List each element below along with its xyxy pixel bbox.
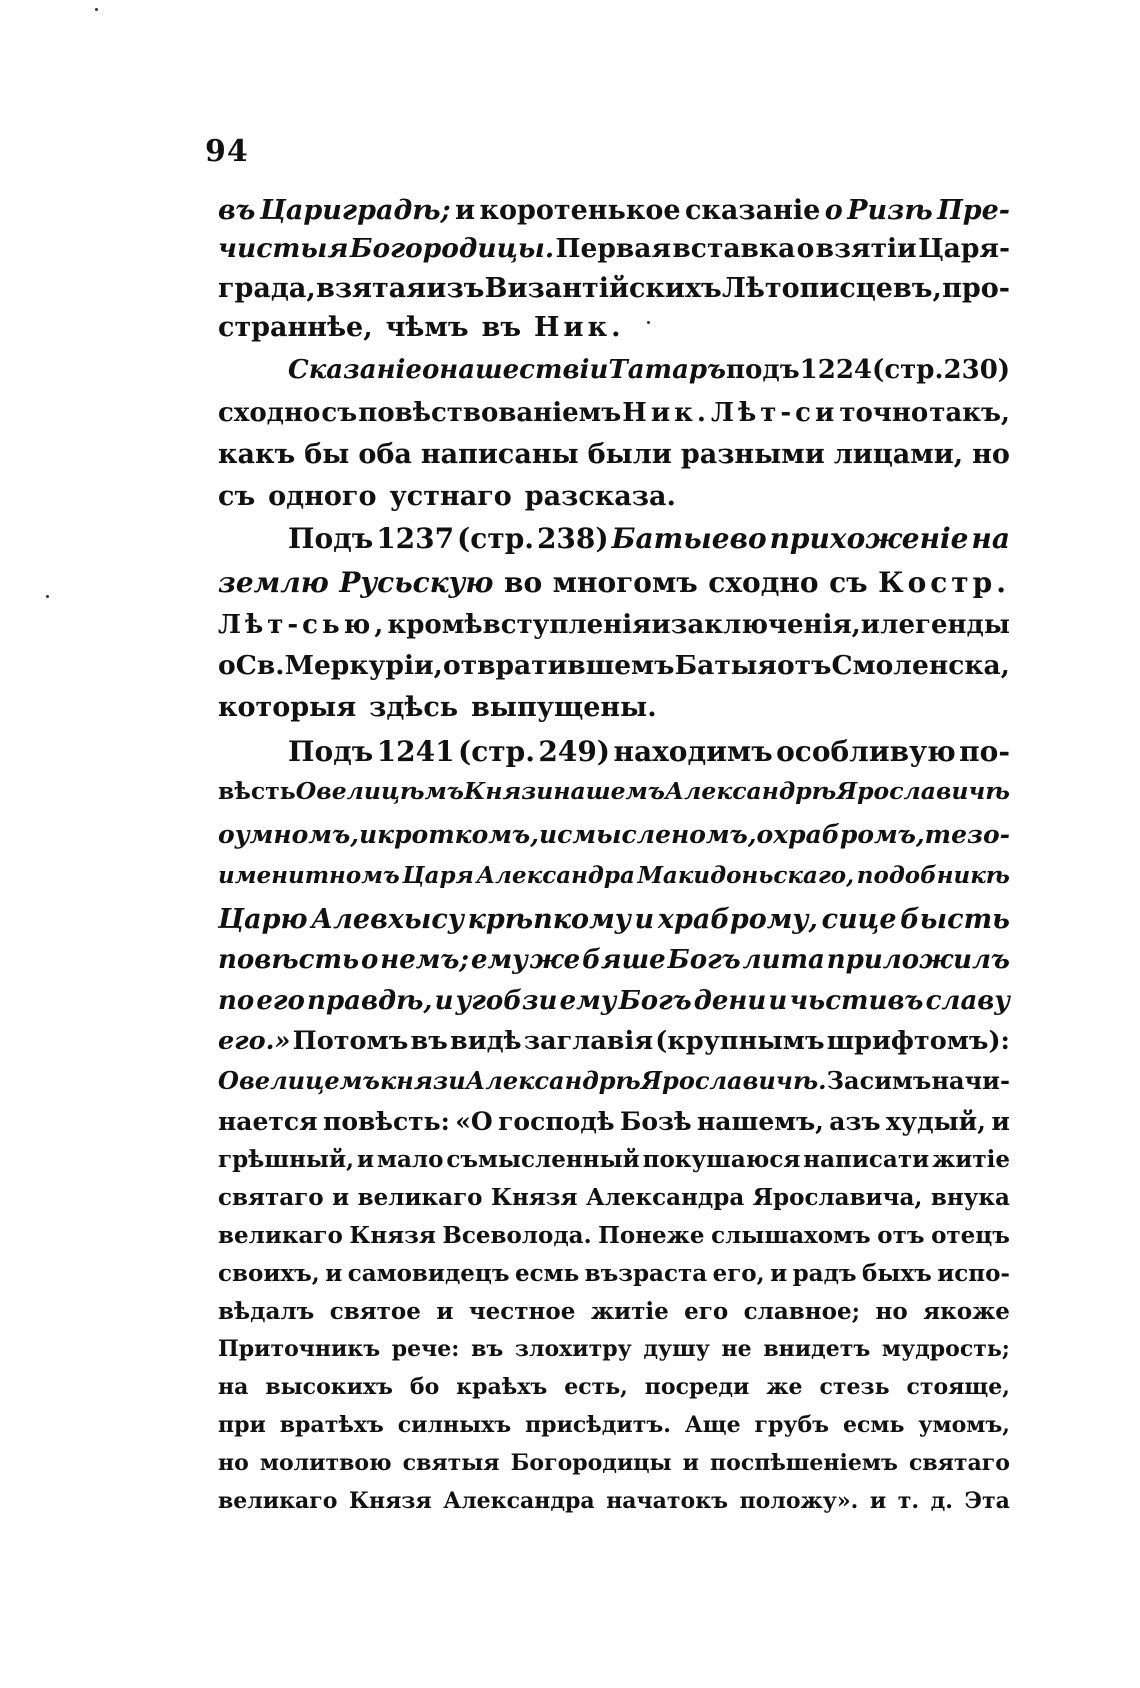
word: нашествіи bbox=[439, 355, 609, 385]
word: но bbox=[972, 439, 1010, 470]
word: подобникѣ bbox=[856, 862, 1010, 889]
word: Александра bbox=[476, 862, 635, 889]
word: есмь bbox=[843, 1412, 905, 1438]
word: и bbox=[682, 1450, 699, 1476]
word: взятая bbox=[316, 273, 427, 304]
scan-speck bbox=[46, 595, 49, 598]
word: худый, bbox=[886, 1107, 986, 1136]
word: которыя bbox=[218, 692, 357, 723]
word: повѣсть: bbox=[323, 1107, 450, 1136]
word: вступленія bbox=[482, 610, 652, 640]
text-line bbox=[218, 1224, 1010, 1247]
word: грѣшный, bbox=[218, 1146, 355, 1173]
word: чѣмъ bbox=[385, 312, 469, 343]
word: быхъ bbox=[861, 1260, 932, 1287]
word: есмь bbox=[515, 1260, 580, 1287]
word: повѣсть bbox=[218, 945, 360, 975]
word: Татаръ bbox=[608, 355, 726, 385]
word: Богородицы bbox=[510, 1450, 672, 1476]
word: храброму, bbox=[657, 904, 818, 935]
word: и bbox=[325, 1260, 343, 1287]
word: Св. bbox=[235, 650, 285, 681]
word: особливую bbox=[776, 735, 956, 768]
word: и bbox=[651, 610, 671, 640]
word: възраста bbox=[584, 1260, 708, 1287]
word: Бозѣ bbox=[619, 1107, 692, 1136]
word: Костр. bbox=[878, 566, 1010, 599]
word: велицемъ bbox=[239, 1066, 380, 1095]
text-line bbox=[218, 777, 1010, 805]
word: Подъ bbox=[288, 522, 374, 555]
word: точно bbox=[839, 398, 929, 428]
word: немъ; bbox=[380, 945, 470, 975]
word: присѣдитъ. bbox=[525, 1412, 671, 1438]
word: шрифтомъ): bbox=[826, 1026, 1010, 1056]
word: Меркуріи, bbox=[284, 650, 443, 681]
word: сходно bbox=[708, 566, 819, 599]
text-line bbox=[218, 1452, 1010, 1474]
word: и bbox=[634, 904, 655, 935]
word: покушаюся bbox=[642, 1146, 801, 1173]
word: правдѣ, bbox=[307, 986, 433, 1016]
word: Ник. bbox=[534, 312, 625, 343]
word: повѣствованіемъ bbox=[358, 398, 622, 428]
word: умномъ, bbox=[234, 820, 359, 849]
word: душу bbox=[643, 1336, 710, 1362]
word: отвратившемъ bbox=[443, 650, 675, 681]
text-line bbox=[218, 822, 1010, 847]
word: Богъ bbox=[618, 986, 692, 1016]
word: лита bbox=[742, 945, 825, 975]
word: во bbox=[503, 566, 543, 599]
word: 1237 bbox=[376, 522, 455, 555]
word: Александрѣ bbox=[665, 777, 837, 805]
word: мало bbox=[376, 1146, 444, 1173]
word: на bbox=[971, 522, 1010, 555]
word: самовидецъ bbox=[347, 1260, 510, 1287]
word: Аще bbox=[684, 1412, 741, 1438]
word: и bbox=[770, 1260, 788, 1287]
word: Батыя bbox=[674, 650, 777, 681]
word: Эта bbox=[964, 1488, 1010, 1514]
word: подъ bbox=[726, 355, 800, 385]
word: приложилъ bbox=[826, 945, 1010, 975]
word: такъ, bbox=[929, 398, 1010, 428]
text-line bbox=[218, 441, 1010, 468]
word: въ bbox=[481, 312, 522, 343]
word: про- bbox=[942, 273, 1010, 304]
word: находимъ bbox=[613, 735, 773, 768]
word: и bbox=[860, 610, 881, 640]
word: великаго bbox=[218, 1488, 338, 1514]
word: сходно bbox=[218, 398, 321, 428]
word: о bbox=[756, 820, 774, 849]
word: злохитру bbox=[514, 1336, 632, 1362]
word: Ярославича, bbox=[752, 1184, 923, 1211]
word: (крупнымъ bbox=[655, 1026, 825, 1056]
word: крѣпкому bbox=[467, 904, 631, 935]
word: въ bbox=[471, 1336, 504, 1362]
text-line bbox=[288, 357, 1010, 383]
word: внука bbox=[930, 1184, 1010, 1211]
word: взятіи bbox=[815, 233, 917, 264]
text-line bbox=[218, 1109, 1010, 1134]
word: ему bbox=[470, 945, 528, 975]
scan-speck bbox=[95, 8, 98, 11]
word: своихъ, bbox=[218, 1260, 320, 1287]
word: велицѣмъ bbox=[316, 777, 464, 805]
text-line bbox=[218, 906, 1010, 933]
word: вѣдалъ bbox=[218, 1298, 315, 1325]
word: и bbox=[356, 1146, 375, 1173]
word: славное; bbox=[743, 1298, 861, 1325]
word: вѣсть bbox=[218, 777, 296, 805]
word: Князи bbox=[464, 777, 554, 805]
word: разсказа. bbox=[524, 481, 676, 512]
word: отъ bbox=[877, 1222, 925, 1249]
word: симъ bbox=[859, 1066, 932, 1095]
word: слышахомъ bbox=[711, 1222, 871, 1249]
word: Царя- bbox=[918, 233, 1010, 264]
word: видѣ bbox=[450, 1026, 522, 1056]
word: Лѣт-сью, bbox=[218, 610, 388, 640]
word: святаго bbox=[908, 1450, 1010, 1476]
word: его bbox=[256, 986, 305, 1016]
word: заглавія bbox=[523, 1026, 654, 1056]
word: при bbox=[218, 1412, 266, 1438]
word: Царя bbox=[402, 862, 474, 889]
text-line bbox=[218, 1026, 1010, 1056]
word: здѣсь bbox=[369, 692, 459, 723]
word: краѣхъ bbox=[456, 1374, 548, 1400]
word: святаго bbox=[218, 1184, 324, 1211]
word: «О bbox=[455, 1107, 493, 1136]
word: Пре- bbox=[937, 195, 1010, 226]
word: Александрѣ bbox=[465, 1066, 641, 1095]
word: умомъ, bbox=[918, 1412, 1010, 1438]
word: вратѣхъ bbox=[279, 1412, 384, 1438]
word: угобзи bbox=[455, 986, 558, 1016]
word: внидетъ bbox=[763, 1336, 871, 1362]
word: бы bbox=[304, 439, 350, 470]
word: съ bbox=[218, 481, 256, 512]
word: бысть bbox=[900, 904, 1010, 935]
word: рече: bbox=[391, 1336, 460, 1362]
word: начатокъ bbox=[606, 1488, 728, 1514]
word: Русьскую bbox=[339, 566, 494, 599]
word: посреди bbox=[644, 1374, 750, 1400]
word: о bbox=[796, 233, 815, 264]
word: коротенькое bbox=[479, 195, 681, 226]
word: есть, bbox=[564, 1374, 628, 1400]
word: изъ bbox=[426, 273, 485, 304]
word: т. bbox=[897, 1488, 920, 1514]
word: одного bbox=[268, 481, 377, 512]
word: написати bbox=[803, 1146, 930, 1173]
text-line bbox=[218, 400, 1010, 426]
word: прихоженіе bbox=[769, 522, 969, 555]
word: но bbox=[875, 1298, 908, 1325]
word: О bbox=[218, 1066, 239, 1095]
word: о bbox=[361, 945, 379, 975]
word: кромѣ bbox=[387, 610, 483, 640]
word: и bbox=[869, 1488, 887, 1514]
word: и bbox=[436, 1298, 454, 1325]
word: и bbox=[434, 986, 454, 1016]
word: О bbox=[295, 777, 317, 805]
word: о bbox=[218, 820, 235, 849]
word: вставка bbox=[672, 233, 796, 264]
word: и bbox=[358, 820, 378, 849]
word: Царю bbox=[218, 904, 308, 935]
word: азъ bbox=[829, 1107, 881, 1136]
word: въ bbox=[218, 195, 256, 226]
text-line bbox=[218, 1376, 1010, 1398]
word: Ярославичѣ. bbox=[640, 1066, 827, 1095]
word: съ bbox=[829, 566, 868, 599]
text-line bbox=[218, 947, 1010, 973]
word: Князя bbox=[491, 1184, 578, 1211]
text-line bbox=[218, 483, 1010, 510]
word: его.» bbox=[218, 1026, 291, 1056]
word: Ник. bbox=[622, 398, 710, 428]
word: по bbox=[218, 986, 255, 1016]
word: якоже bbox=[923, 1298, 1010, 1325]
word: какъ bbox=[218, 439, 296, 470]
word: молитвою bbox=[259, 1450, 392, 1476]
word: но bbox=[218, 1450, 249, 1476]
word: нашемъ, bbox=[696, 1107, 824, 1136]
text-line bbox=[218, 1186, 1010, 1209]
text-line bbox=[218, 566, 1010, 599]
text-line bbox=[218, 1148, 1010, 1171]
word: поспѣшеніемъ bbox=[710, 1450, 898, 1476]
word: д. bbox=[930, 1488, 953, 1514]
word: были bbox=[587, 439, 672, 470]
word: Приточникъ bbox=[218, 1336, 381, 1362]
word: Богородицы. bbox=[349, 233, 555, 264]
word: Смоленска, bbox=[831, 650, 1010, 681]
word: Лѣтописцевъ, bbox=[722, 273, 942, 304]
text-line bbox=[218, 612, 1010, 638]
word: Подъ bbox=[288, 735, 374, 768]
word: Ярославичѣ bbox=[836, 777, 1010, 805]
word: Князя bbox=[349, 1488, 432, 1514]
word: о bbox=[218, 650, 236, 681]
word: ему bbox=[559, 986, 617, 1016]
word: сице bbox=[821, 904, 897, 935]
page-number: 94 bbox=[205, 134, 249, 169]
text-line bbox=[218, 233, 1010, 264]
word: о bbox=[421, 355, 440, 385]
text-line bbox=[218, 1338, 1010, 1360]
word: и bbox=[991, 1107, 1010, 1136]
word: испо- bbox=[937, 1260, 1010, 1287]
word: житіе bbox=[932, 1146, 1010, 1173]
word: съ bbox=[321, 398, 358, 428]
word: оба bbox=[358, 439, 412, 470]
word: радъ bbox=[792, 1260, 857, 1287]
word: Византійскихъ bbox=[484, 273, 722, 304]
word: смысленомъ, bbox=[557, 820, 757, 849]
word: святыя bbox=[402, 1450, 500, 1476]
word: въ bbox=[410, 1026, 448, 1056]
word: житіе bbox=[590, 1298, 669, 1325]
word: многомъ bbox=[552, 566, 698, 599]
word: Князя bbox=[349, 1222, 436, 1249]
word: Александра bbox=[585, 1184, 745, 1211]
text-line bbox=[218, 1414, 1010, 1436]
word: чистыя bbox=[218, 233, 349, 264]
word: За bbox=[826, 1066, 860, 1095]
word: бяше bbox=[582, 945, 666, 975]
word: силныхъ bbox=[397, 1412, 512, 1438]
word: не bbox=[721, 1336, 752, 1362]
word: о bbox=[824, 195, 843, 226]
word: Цариградѣ; bbox=[259, 195, 451, 226]
word: и bbox=[768, 986, 788, 1016]
text-line bbox=[218, 1262, 1010, 1285]
word: Макидоньскаго, bbox=[637, 862, 855, 889]
scan-speck bbox=[647, 321, 650, 324]
word: славу bbox=[925, 986, 1010, 1016]
text-line bbox=[218, 988, 1010, 1014]
word: Всеволода. bbox=[442, 1222, 592, 1249]
text-line bbox=[218, 275, 1010, 302]
word: легенды bbox=[880, 610, 1010, 640]
word: стояще, bbox=[906, 1374, 1010, 1400]
text-line bbox=[218, 864, 1010, 887]
text-line bbox=[288, 735, 1010, 768]
word: сказаніе bbox=[684, 195, 821, 226]
word: нается bbox=[218, 1107, 318, 1136]
word: господѣ bbox=[498, 1107, 615, 1136]
text-line bbox=[218, 197, 1010, 224]
word: землю bbox=[218, 566, 329, 599]
word: написаны bbox=[420, 439, 579, 470]
word: заключенія, bbox=[670, 610, 861, 640]
word: выпущены. bbox=[471, 692, 657, 723]
word: Александра bbox=[443, 1488, 595, 1514]
word: и bbox=[455, 195, 476, 226]
word: Богъ bbox=[667, 945, 741, 975]
word: стезь bbox=[819, 1374, 890, 1400]
text-line bbox=[218, 314, 1010, 341]
word: 230) bbox=[943, 355, 1011, 385]
word: святое bbox=[329, 1298, 421, 1325]
word: мудрость; bbox=[881, 1336, 1010, 1362]
word: 1224 bbox=[799, 355, 873, 385]
text-line bbox=[218, 1300, 1010, 1323]
word: устнаго bbox=[389, 481, 512, 512]
text-line bbox=[218, 1066, 1010, 1095]
word: чьстивъ bbox=[789, 986, 924, 1016]
word: высокихъ bbox=[265, 1374, 393, 1400]
word: же bbox=[529, 945, 581, 975]
word: великаго bbox=[357, 1184, 483, 1211]
word: храбромъ, bbox=[773, 820, 925, 849]
text-line bbox=[218, 694, 1010, 721]
word: Лѣт-си bbox=[711, 398, 839, 428]
word: Сказаніе bbox=[288, 355, 422, 385]
word: тезо- bbox=[924, 820, 1011, 849]
word: Алевхысу bbox=[311, 904, 464, 935]
word: (стр. bbox=[872, 355, 944, 385]
word: нашемъ bbox=[553, 777, 665, 805]
word: положу». bbox=[739, 1488, 859, 1514]
word: Потомъ bbox=[292, 1026, 409, 1056]
word: грубъ bbox=[754, 1412, 830, 1438]
text-line bbox=[218, 1490, 1010, 1512]
word: кроткомъ, bbox=[377, 820, 539, 849]
word: страннѣе, bbox=[218, 312, 373, 343]
word: же bbox=[766, 1374, 803, 1400]
word: и bbox=[538, 820, 558, 849]
word: съмысленный bbox=[446, 1146, 640, 1173]
word: князи bbox=[380, 1066, 466, 1095]
word: отецъ bbox=[931, 1222, 1010, 1249]
word: отъ bbox=[776, 650, 832, 681]
word: Батыево bbox=[611, 522, 767, 555]
word: именитномъ bbox=[218, 862, 400, 889]
text-line bbox=[218, 650, 1010, 681]
word: разными bbox=[680, 439, 825, 470]
word: его, bbox=[712, 1260, 765, 1287]
word: 249) bbox=[538, 735, 611, 768]
word: (стр. bbox=[457, 735, 535, 768]
word: града, bbox=[218, 273, 316, 304]
word: Понеже bbox=[598, 1222, 705, 1249]
word: дени bbox=[693, 986, 767, 1016]
text-line bbox=[288, 522, 1010, 555]
word: лицами, bbox=[833, 439, 964, 470]
word: (стр. bbox=[457, 522, 535, 555]
word: 1241 bbox=[376, 735, 455, 768]
word: Первая bbox=[555, 233, 672, 264]
word: бо bbox=[409, 1374, 440, 1400]
word: великаго bbox=[218, 1222, 343, 1249]
word: на bbox=[218, 1374, 249, 1400]
word: начи- bbox=[931, 1066, 1010, 1095]
word: и bbox=[332, 1184, 350, 1211]
word: его bbox=[684, 1298, 729, 1325]
word: честное bbox=[468, 1298, 576, 1325]
word: Ризѣ bbox=[847, 195, 933, 226]
word: по- bbox=[959, 735, 1010, 768]
word: 238) bbox=[536, 522, 609, 555]
